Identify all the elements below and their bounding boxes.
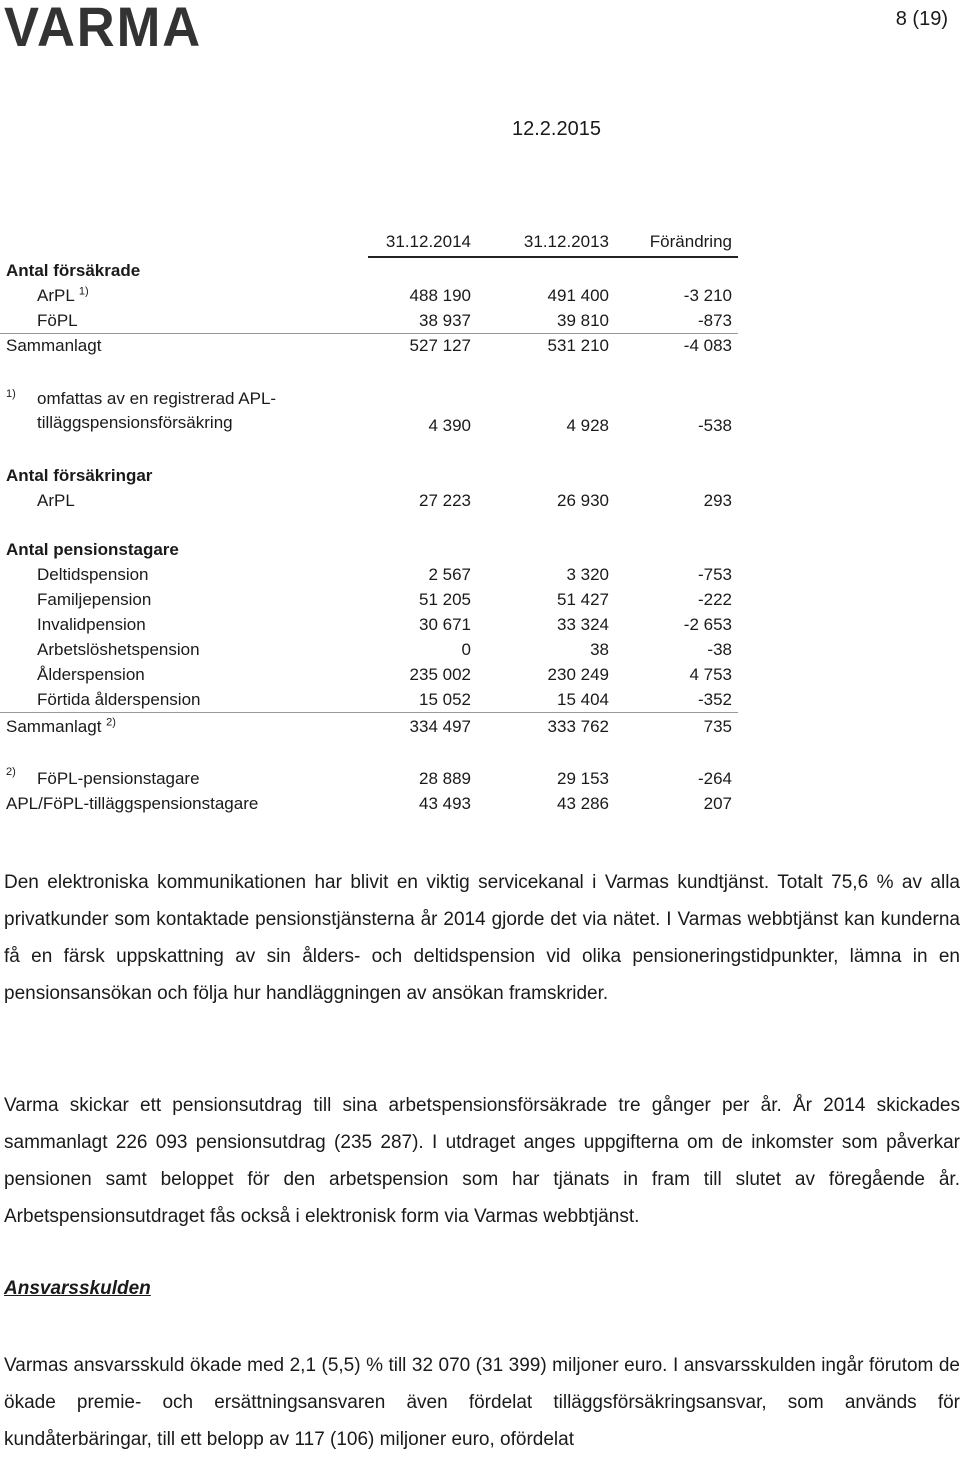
table-row: FöPL 38 937 39 810 -873 [37,311,732,330]
row-label: Sammanlagt [6,336,102,355]
row-divider [0,333,738,334]
table-row: ArPL 27 223 26 930 293 [37,491,732,510]
table-row-total: Sammanlagt $^{2)}$ 334 497 333 762 735 [6,716,732,736]
row-label: Ålderspension [37,665,145,684]
footnote-row [0,389,740,413]
table-row: Arbetslöshetspension 0 38 -38 [37,640,732,659]
footnote-values: 4 390 4 928 -538 [428,416,732,435]
table-row: Deltidspension 2 567 3 320 -753 [37,565,732,584]
footnote-mark: 2) [6,766,16,778]
row-label: ArPL $^{1)}$ [37,285,89,305]
svg-text:VARMA: VARMA [4,4,202,50]
row-label: Familjepension [37,590,152,609]
table-row: ArPL $^{1)}$ 488 190 491 400 -3 210 [37,285,732,305]
row-label: APL/FöPL-tilläggspensionstagare [6,794,259,813]
table-header-row [0,232,740,256]
page-number: 8 (19) [895,8,948,30]
row-label: FöPL-pensionstagare [37,769,200,788]
footnote-row: APL/FöPL-tilläggspensionstagare 43 493 43 286 207 [6,794,732,813]
row-label: Arbetslöshetspension [37,640,200,659]
footnote-row: FöPL-pensionstagare 28 889 29 153 -264 [37,769,732,788]
table-row: Ålderspension 235 002 230 249 4 753 [37,665,732,684]
table-row: Invalidpension 30 671 33 324 -2 653 [37,615,732,634]
row-label: Sammanlagt $^{2)}$ [6,716,116,736]
row-label: Invalidpension [37,615,146,634]
section-title: Antal pensionstagare [6,540,179,559]
header-divider [368,256,738,258]
paragraph-electronic-communication: Den elektroniska kommunikationen har blivit en viktig servicekanal i Varmas kundtjänst. Totalt 75,6 % av alla privatkunder som kontaktade pensionstjänsterna år 2014 gjorde det via nätet. I Varmas webbtjänst kan kunderna få en färsk uppskattning av sin ålders- och deltidspension vid olika pensioneringstidpunkter, lämna in en pensionsansökan och följa hur handläggningen av ansökan framskrider. [4,872,960,1004]
row-label: tilläggspensionsförsäkring [37,413,233,432]
row-label: ArPL [37,491,75,510]
row-label: Förtida ålderspension [37,690,201,709]
section-title: Antal försäkringar [6,466,153,485]
col-header-2014: 31.12.2014 [385,232,471,251]
col-header-change: Förändring [649,232,732,251]
row-divider [0,712,738,713]
paragraph-pension-statement: Varma skickar ett pensionsutdrag till sina arbetspensionsförsäkrade tre gånger per år. År 2014 skickades sammanlagt 226 093 pensionsutdrag (235 287). I utdraget anges uppgifterna om de inkomster som påverkar pensionen samt beloppet för den arbetspension som har tjänats in fram till slutet av föregående år. Arbetspensionsutdraget fås också i elektronisk form via Varmas webbtjänst. [4,1095,960,1227]
section-insured [0,261,740,285]
row-label: Deltidspension [37,565,149,584]
table-row-total: Sammanlagt 527 127 531 210 -4 083 [6,336,732,355]
section-policies [0,466,740,490]
table-row: Familjepension 51 205 51 427 -222 [37,590,732,609]
document-date: 12.2.2015 [512,118,601,140]
table-row: Förtida ålderspension 15 052 15 404 -352 [37,690,732,709]
footnote-mark: 1) [6,388,16,400]
row-label: omfattas av en registrerad APL- [37,389,277,408]
section-title: Antal försäkrade [6,261,141,280]
paragraph-liability: Varmas ansvarsskuld ökade med 2,1 (5,5) % till 32 070 (31 399) miljoner euro. I ansvarsskulden ingår förutom de ökade premie- och ersättningsansvaren även fördelat tilläggsförsäkringsansvar, som används för kundåterbäringar, till ett belopp av 117 (106) miljoner euro, ofördelat [4,1355,960,1450]
row-label: FöPL [37,311,78,330]
section-pensioners [0,540,740,564]
col-header-2013: 31.12.2013 [523,232,609,251]
section-heading: Ansvarsskulden [4,1278,151,1299]
